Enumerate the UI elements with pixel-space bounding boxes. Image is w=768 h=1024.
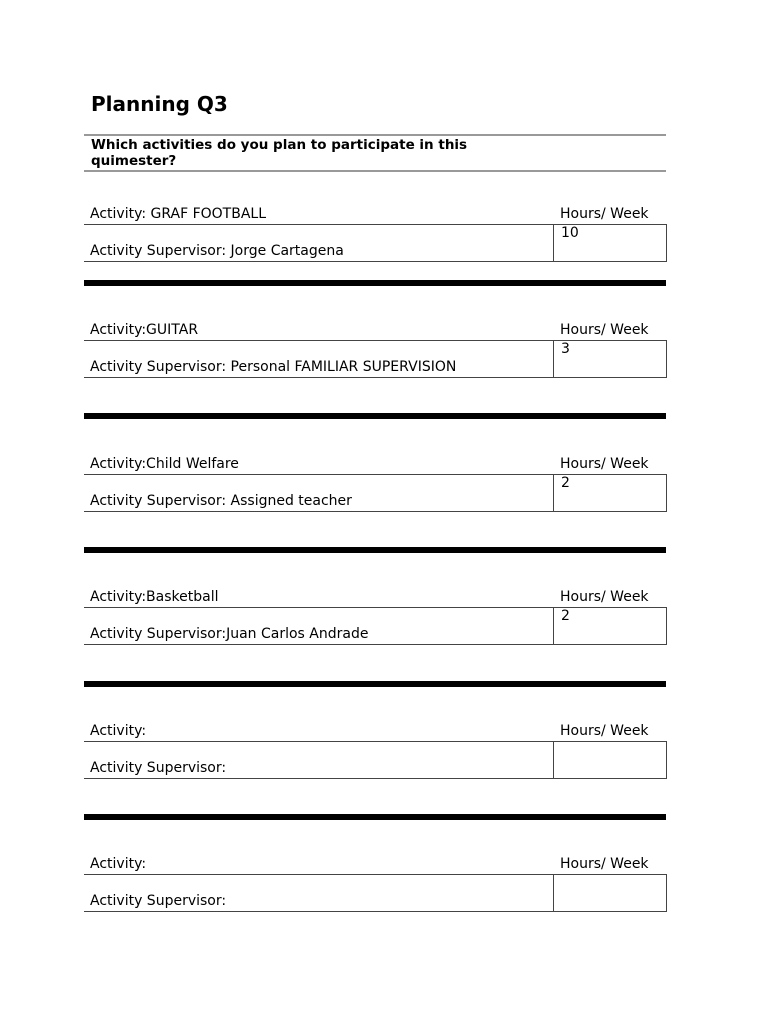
activity-divider (84, 741, 553, 742)
hours-value: 2 (561, 608, 570, 624)
activity-divider (84, 340, 553, 341)
supervisor-label: Activity Supervisor: Jorge Cartagena (90, 243, 344, 259)
section-separator (84, 681, 666, 687)
hours-label: Hours/ Week (560, 322, 649, 338)
section-separator (84, 814, 666, 820)
supervisor-label: Activity Supervisor: (90, 893, 227, 909)
activity-divider (84, 607, 553, 608)
question-text: Which activities do you plan to participate in this quimester? (91, 137, 468, 169)
activity-divider (84, 474, 553, 475)
activity-block (84, 455, 666, 519)
page-title: Planning Q3 (91, 92, 228, 116)
hours-label: Hours/ Week (560, 456, 649, 472)
activity-label: Activity: (90, 856, 147, 872)
hours-field[interactable] (553, 340, 667, 378)
activity-block (84, 588, 666, 652)
section-separator (84, 413, 666, 419)
hours-value: 3 (561, 341, 570, 357)
activity-label: Activity: (90, 723, 147, 739)
activity-divider (84, 874, 553, 875)
hours-label: Hours/ Week (560, 206, 649, 222)
supervisor-underline (84, 911, 554, 912)
supervisor-label: Activity Supervisor:Juan Carlos Andrade (90, 626, 369, 642)
supervisor-underline (84, 778, 554, 779)
hours-field[interactable] (553, 741, 667, 779)
activity-block (84, 321, 666, 385)
activity-label: Activity: GRAF FOOTBALL (90, 206, 267, 222)
activity-label: Activity:Basketball (90, 589, 219, 605)
hours-label: Hours/ Week (560, 856, 649, 872)
section-separator (84, 547, 666, 553)
supervisor-underline (84, 644, 554, 645)
activity-divider (84, 224, 553, 225)
hours-field[interactable] (553, 224, 667, 262)
supervisor-label: Activity Supervisor: Personal FAMILIAR SUPERVISION (90, 359, 457, 375)
supervisor-underline (84, 377, 554, 378)
supervisor-label: Activity Supervisor: (90, 760, 227, 776)
supervisor-underline (84, 511, 554, 512)
activity-block (84, 722, 666, 786)
hours-value: 10 (561, 225, 579, 241)
hours-field[interactable] (553, 474, 667, 512)
activity-block (84, 855, 666, 919)
supervisor-underline (84, 261, 554, 262)
supervisor-label: Activity Supervisor: Assigned teacher (90, 493, 352, 509)
question-box (84, 134, 666, 172)
activity-label: Activity:GUITAR (90, 322, 199, 338)
activity-block (84, 205, 666, 269)
hours-field[interactable] (553, 874, 667, 912)
activity-label: Activity:Child Welfare (90, 456, 239, 472)
hours-field[interactable] (553, 607, 667, 645)
hours-label: Hours/ Week (560, 723, 649, 739)
section-separator (84, 280, 666, 286)
hours-value: 2 (561, 475, 570, 491)
hours-label: Hours/ Week (560, 589, 649, 605)
